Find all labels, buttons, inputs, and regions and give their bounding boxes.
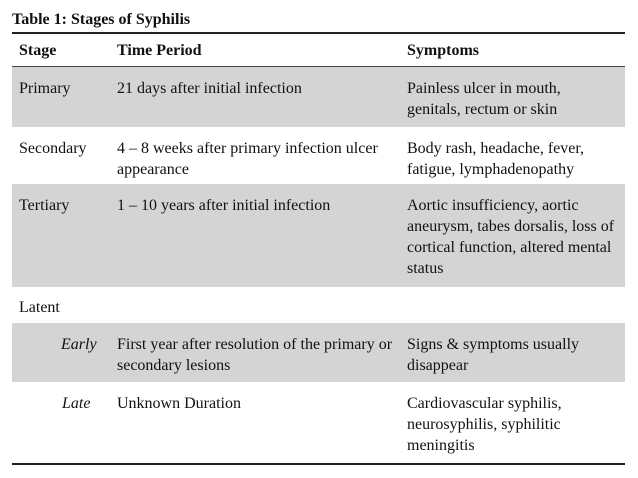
- stage-cell: Secondary: [19, 140, 87, 157]
- substage-cell: Late: [62, 395, 91, 412]
- stage-cell: Tertiary: [19, 197, 70, 214]
- table-top-rule: [12, 32, 625, 34]
- stage-cell: Primary: [19, 80, 71, 97]
- time-period-cell: 1 – 10 years after initial infection: [117, 197, 331, 214]
- symptoms-cell: Signs & symptoms usually disappear: [407, 336, 580, 374]
- symptoms-cell: Painless ulcer in mouth, genitals, rectum or skin: [407, 80, 561, 118]
- stage-cell: Latent: [19, 299, 60, 316]
- table-caption: Table 1: Stages of Syphilis: [12, 11, 191, 28]
- table-row-tertiary: [12, 184, 625, 287]
- symptoms-cell: Cardiovascular syphilis, neurosyphilis, syphilitic meningitis: [407, 395, 562, 454]
- table-row-latent-early: [12, 323, 625, 382]
- header-time-period: Time Period: [117, 42, 202, 59]
- symptoms-cell: Aortic insufficiency, aortic aneurysm, tabes dorsalis, loss of cortical function, altered mental status: [407, 197, 615, 277]
- table-bottom-rule: [12, 463, 625, 465]
- table-row-latent-late: [12, 382, 625, 463]
- symptoms-cell: Body rash, headache, fever, fatigue, lymphadenopathy: [407, 140, 585, 178]
- header-symptoms: Symptoms: [407, 42, 480, 59]
- time-period-cell: 21 days after initial infection: [117, 80, 302, 97]
- substage-cell: Early: [61, 336, 97, 353]
- time-period-cell: Unknown Duration: [117, 395, 241, 412]
- table-row-latent: [12, 287, 625, 323]
- table-row-secondary: [12, 127, 625, 184]
- time-period-cell: 4 – 8 weeks after primary infection ulcer appearance: [117, 140, 378, 178]
- table-row-primary: [12, 67, 625, 127]
- time-period-cell: First year after resolution of the primary or secondary lesions: [117, 336, 393, 374]
- header-stage: Stage: [19, 42, 57, 59]
